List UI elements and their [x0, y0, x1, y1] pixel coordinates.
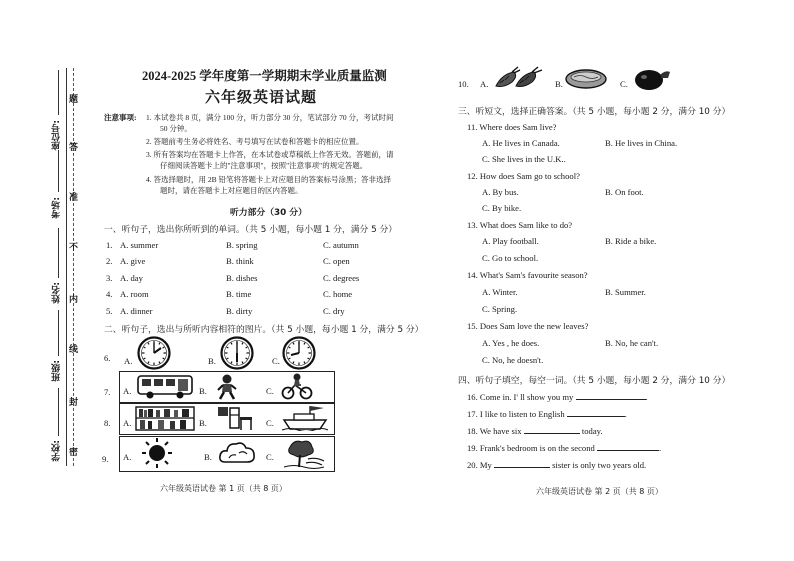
option-a[interactable]: A. dinner	[120, 306, 153, 316]
bus-icon[interactable]	[136, 373, 196, 400]
windy-tree-icon[interactable]	[280, 437, 326, 469]
option-c[interactable]: C. No, he doesn't.	[482, 355, 544, 365]
clock-icon[interactable]	[137, 336, 171, 370]
answer-blank[interactable]	[576, 391, 646, 400]
option-c[interactable]: C. By bike.	[482, 203, 522, 213]
option-b[interactable]: B. time	[226, 289, 252, 299]
note-line: 4. 答选择题时，用 2B 铅笔将答题卡上对应题目的答案标号涂黑；答非选择	[146, 175, 392, 184]
exam-title: 2024-2025 学年度第一学期期末学业质量监测	[142, 69, 387, 83]
option-b[interactable]: B. No, he can't.	[605, 338, 659, 348]
question-number: 3.	[106, 273, 113, 283]
clock-icon[interactable]	[282, 336, 316, 370]
option-a[interactable]: A. Winter.	[482, 287, 518, 297]
option-b-label[interactable]: B.	[199, 418, 207, 428]
class-field[interactable]	[58, 310, 59, 356]
carrots-icon[interactable]	[492, 66, 548, 92]
eggplant-icon[interactable]	[632, 66, 672, 92]
question-number: 4.	[106, 289, 113, 299]
question-number: 1.	[106, 240, 113, 250]
option-b[interactable]: B. Ride a bike.	[605, 236, 657, 246]
fill-question	[467, 459, 646, 470]
option-a-label[interactable]: A.	[124, 356, 133, 366]
option-b[interactable]: B. On foot.	[605, 187, 644, 197]
fill-question-text: 19. Frank's bedroom is on the second	[467, 443, 595, 453]
note-line: 2. 答题前考生务必将姓名、考号填写在试卷和答题卡的相应位置。	[146, 137, 364, 146]
seal-char: 准	[69, 193, 79, 203]
question-number: 5.	[106, 306, 113, 316]
fill-question-text: 18. We have six	[467, 426, 522, 436]
fill-question-tail: sister is only two years old.	[552, 460, 647, 470]
option-a[interactable]: A. give	[120, 256, 146, 266]
answer-blank[interactable]	[597, 442, 662, 453]
fill-question-tail: .	[645, 392, 648, 402]
seat-number-field[interactable]	[58, 70, 59, 115]
note-line: 1. 本试卷共 8 页，满分 100 分，听力部分 30 分，笔试部分 70 分，考试时间	[146, 113, 394, 122]
option-a-label[interactable]: A.	[480, 79, 489, 89]
section2-title: 二、听句子，选出与所听内容相符的图片。（共 5 小题，每小题 1 分，满分 5 分）	[104, 325, 424, 335]
seal-char: 答	[69, 143, 79, 153]
option-b[interactable]: B. spring	[226, 240, 258, 250]
option-b-label[interactable]: B.	[204, 452, 212, 462]
walking-boy-icon[interactable]	[214, 373, 240, 400]
option-c[interactable]: C. Go to school.	[482, 253, 539, 263]
fill-question-text: 16. Come in. I' ll show you my	[467, 392, 574, 402]
section4-title: 四、听句子填空，每空一词。（共 5 小题，每小题 2 分，满分 10 分）	[458, 376, 731, 386]
fill-question-text: 20. My	[467, 460, 492, 470]
question-number: 2.	[106, 256, 113, 266]
exam-subject: 六年级英语试题	[205, 88, 318, 106]
fill-question-tail: .	[624, 409, 627, 419]
note-line: 3. 所有答案均在答题卡上作答，在本试卷或草稿纸上作答无效。答题前，请	[146, 150, 394, 159]
notes-label: 注意事项:	[104, 113, 137, 122]
option-c[interactable]: C. autumn	[323, 240, 359, 250]
option-c-label[interactable]: C.	[620, 79, 628, 89]
question-text: 15. Does Sam love the new leaves?	[467, 321, 589, 331]
answer-blank[interactable]	[524, 425, 580, 434]
bread-icon[interactable]	[564, 68, 608, 90]
seal-char: 不	[69, 243, 79, 253]
option-c-label[interactable]: C.	[266, 418, 274, 428]
note-line: 50 分钟。	[160, 124, 192, 133]
option-a[interactable]: A. Yes , he does.	[482, 338, 540, 348]
question-number: 9.	[102, 454, 109, 464]
option-c[interactable]: C. She lives in the U.K..	[482, 154, 566, 164]
ship-icon[interactable]	[280, 404, 330, 431]
option-c[interactable]: C. open	[323, 256, 350, 266]
option-c[interactable]: C. home	[323, 289, 353, 299]
fill-question-text: 17. I like to listen to English	[467, 409, 565, 419]
class-label: 班级:	[52, 360, 62, 382]
question-number: 10.	[458, 79, 469, 89]
exam-room-field[interactable]	[58, 150, 59, 192]
seal-char: 密	[69, 448, 79, 458]
exam-room-label: 考场:	[52, 197, 62, 219]
question-number: 6.	[104, 353, 111, 363]
option-a-label[interactable]: A.	[123, 452, 132, 462]
option-b[interactable]: B. dirty	[226, 306, 253, 316]
option-a[interactable]: A. room	[120, 289, 149, 299]
option-b-label[interactable]: B.	[555, 79, 563, 89]
fill-question	[467, 391, 648, 402]
question-text: 12. How does Sam go to school?	[467, 171, 580, 181]
question-text: 14. What's Sam's favourite season?	[467, 270, 588, 280]
question-text: 13. What does Sam like to do?	[467, 220, 573, 230]
option-b-label[interactable]: B.	[208, 356, 216, 366]
seat-number-label: 座位号:	[52, 120, 62, 151]
fill-question	[467, 442, 661, 453]
option-a-label[interactable]: A.	[123, 418, 132, 428]
option-a[interactable]: A. day	[120, 273, 143, 283]
option-a[interactable]: A. By bus.	[482, 187, 519, 197]
question-text: 11. Where does Sam live?	[467, 122, 557, 132]
listening-heading: 听力部分（30 分）	[230, 208, 307, 218]
option-b[interactable]: B. He lives in China.	[605, 138, 678, 148]
fill-question	[467, 408, 627, 419]
option-c-label[interactable]: C.	[266, 386, 274, 396]
fill-question	[467, 425, 603, 436]
seal-char: 封	[69, 398, 79, 408]
seal-char: 内	[69, 295, 79, 305]
seal-char: 题	[69, 95, 79, 105]
option-c-label[interactable]: C.	[266, 452, 274, 462]
answer-blank[interactable]	[567, 408, 625, 417]
option-a[interactable]: A. He lives in Canada.	[482, 138, 560, 148]
chair-desk-icon[interactable]	[214, 405, 254, 432]
option-b[interactable]: B. dishes	[226, 273, 258, 283]
cloud-icon[interactable]	[217, 438, 257, 468]
sun-icon[interactable]	[140, 437, 174, 469]
option-b[interactable]: B. Summer.	[605, 287, 646, 297]
name-field[interactable]	[58, 228, 59, 278]
bookshelf-icon[interactable]	[134, 405, 196, 432]
question-number: 8.	[104, 418, 111, 428]
option-a[interactable]: A. Play football.	[482, 236, 539, 246]
option-c[interactable]: C. Spring.	[482, 304, 518, 314]
binding-line	[66, 68, 67, 466]
fill-question-tail: today.	[581, 426, 603, 436]
seal-char: 线	[69, 345, 79, 355]
question-number: 7.	[104, 387, 111, 397]
name-label: 姓名:	[52, 282, 62, 304]
fill-question-tail: .	[658, 443, 662, 453]
bike-rider-icon[interactable]	[280, 373, 314, 400]
school-label: 学校:	[52, 440, 62, 462]
page-footer-right: 六年级英语试卷 第 2 页（共 8 页）	[536, 487, 663, 496]
section3-title: 三、听短文，选择正确答案。（共 5 小题，每小题 2 分，满分 10 分）	[458, 107, 731, 117]
option-c[interactable]: C. degrees	[323, 273, 360, 283]
option-b[interactable]: B. think	[226, 256, 254, 266]
note-line: 题时，请在答题卡上对应题目的区内答题。	[160, 186, 303, 195]
option-a-label[interactable]: A.	[123, 386, 132, 396]
option-b-label[interactable]: B.	[199, 386, 207, 396]
option-a[interactable]: A. summer	[120, 240, 159, 250]
answer-blank[interactable]	[494, 459, 550, 468]
section1-title: 一、听句子，选出你所听到的单词。（共 5 小题，每小题 1 分，满分 5 分）	[104, 225, 398, 235]
option-c-label[interactable]: C.	[272, 356, 280, 366]
note-line: 仔细阅读答题卡上的"注意事项"，按照"注意事项"的规定答题。	[160, 161, 368, 170]
clock-icon[interactable]	[220, 336, 254, 370]
school-field[interactable]	[58, 388, 59, 436]
option-c[interactable]: C. dry	[323, 306, 345, 316]
page-footer-left: 六年级英语试卷 第 1 页（共 8 页）	[160, 484, 287, 493]
